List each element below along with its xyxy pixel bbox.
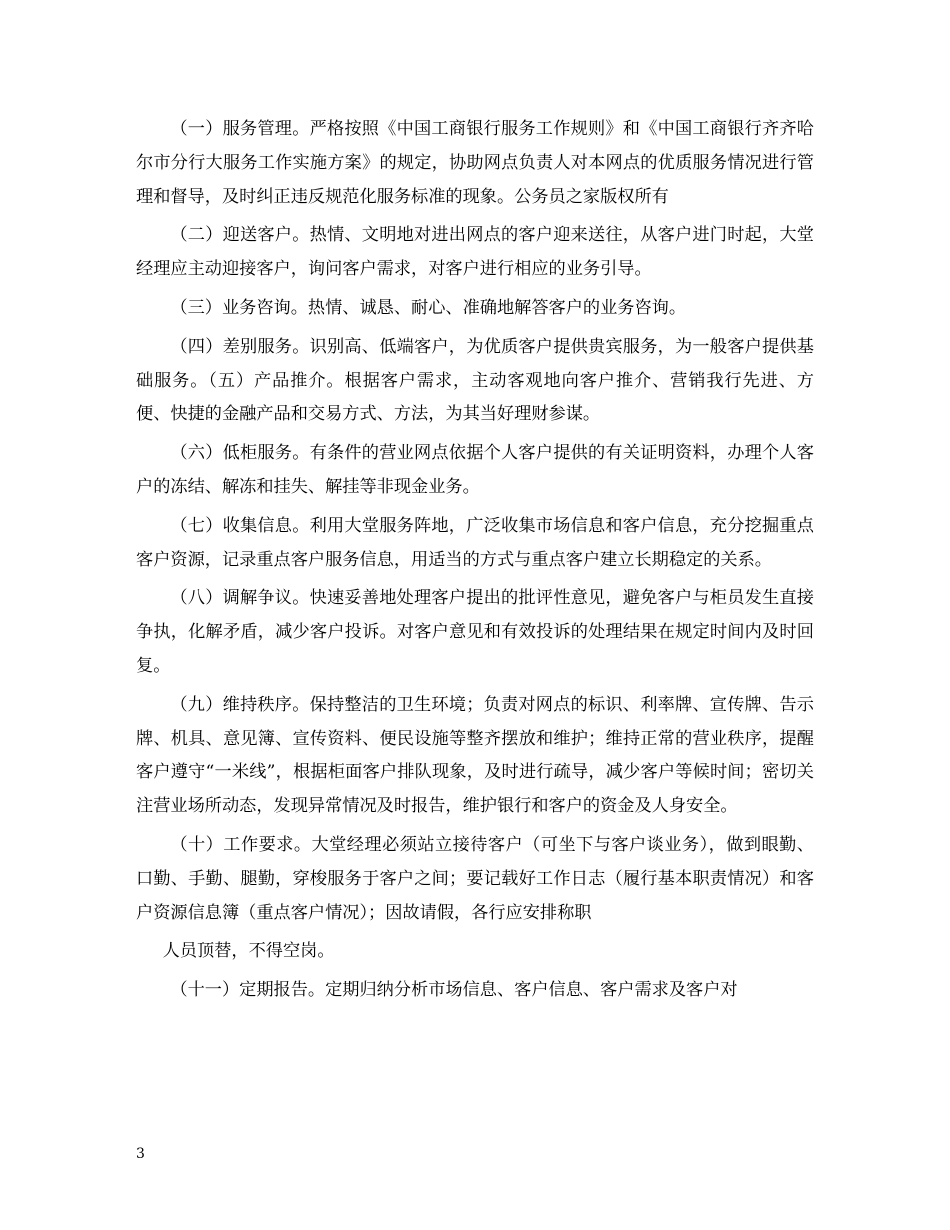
paragraph-collect-information: （七）收集信息。利用大堂服务阵地，广泛收集市场信息和客户信息，充分挖掘重点客户资源，记录重点客户服务信息，用适当的方式与重点客户建立长期稳定的关系。 [136,515,814,570]
paragraph-greeting-customers: （二）迎送客户。热情、文明地对进出网点的客户迎来送往，从客户进门时起，大堂经理应主动迎接客户，询问客户需求，对客户进行相应的业务引导。 [136,225,814,280]
paragraph-mediate-disputes: （八）调解争议。快速妥善地处理客户提出的批评性意见，避免客户与柜员发生直接争执，化解矛盾，减少客户投诉。对客户意见和有效投诉的处理结果在规定时间内及时回复。 [136,588,814,676]
paragraph-maintain-order: （九）维持秩序。保持整洁的卫生环境；负责对网点的标识、利率牌、宣传牌、告示牌、机具、意见簿、宣传资料、便民设施等整齐摆放和维护；维持正常的营业秩序，提醒客户遵守“一米线”，根据柜面客户排队现象，及时进行疏导，减少客户等候时间；密切关注营业场所动态，发现异常情况及时报告，维护银行和客户的资金及人身安全。 [136,694,814,817]
paragraph-low-counter-service: （六）低柜服务。有条件的营业网点依据个人客户提供的有关证明资料，办理个人客户的冻结、解冻和挂失、解挂等非现金业务。 [136,443,814,497]
paragraph-regular-reports: （十一）定期报告。定期归纳分析市场信息、客户信息、客户需求及客户对 [170,980,738,1001]
paragraph-business-consulting: （三）业务咨询。热情、诚恳、耐心、准确地解答客户的业务咨询。 [170,297,687,318]
paragraph-work-requirements: （十）工作要求。大堂经理必须站立接待客户（可坐下与客户谈业务），做到眼勤、口勤、手勤、腿勤，穿梭服务于客户之间；要记载好工作日志（履行基本职责情况）和客户资源信息簿（重点客户情况）；因故请假，各行应安排称职 [136,834,814,923]
page-number: 3 [136,1146,145,1162]
document-body [136,113,814,1013]
paragraph-service-management: （一）服务管理。严格按照《中国工商银行服务工作规则》和《中国工商银行齐齐哈尔市分行大服务工作实施方案》的规定，协助网点负责人对本网点的优质服务情况进行管理和督导，及时纠正违反规范化服务标准的现象。公务员之家版权所有 [136,119,814,207]
paragraph-work-requirements-continued: 人员顶替，不得空岗。 [162,941,335,962]
paragraph-differentiated-service: （四）差别服务。识别高、低端客户，为优质客户提供贵宾服务，为一般客户提供基础服务。（五）产品推介。根据客户需求，主动客观地向客户推介、营销我行先进、方便、快捷的金融产品和交易方式、方法，为其当好理财参谋。 [136,336,814,425]
